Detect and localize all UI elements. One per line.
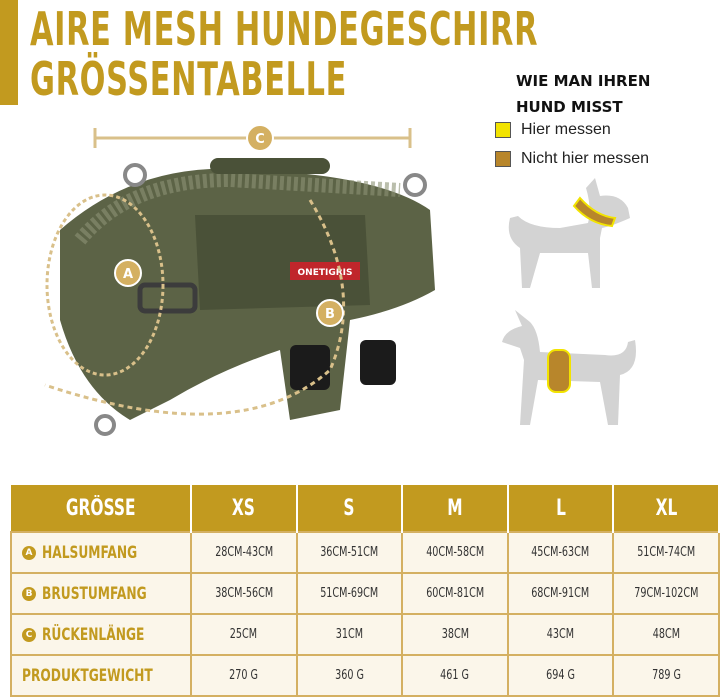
size-header-m: M xyxy=(402,485,508,532)
table-cell: 48CM xyxy=(613,614,719,655)
table-cell: 31CM xyxy=(297,614,403,655)
row-label: C RÜCKENLÄNGE xyxy=(11,614,191,655)
harness-image xyxy=(20,120,470,450)
size-header-l: L xyxy=(508,485,614,532)
table-row-chest xyxy=(11,573,719,614)
table-cell: 694 G xyxy=(508,655,614,696)
table-cell: 60CM-81CM xyxy=(402,573,508,614)
table-row-back xyxy=(11,614,719,655)
size-header-xs: XS xyxy=(191,485,297,532)
legend-swatch-brown xyxy=(495,151,511,167)
table-cell: 38CM xyxy=(402,614,508,655)
table-cell: 51CM-69CM xyxy=(297,573,403,614)
svg-text:B: B xyxy=(325,307,335,322)
svg-text:A: A xyxy=(122,267,134,282)
legend-not-measure-here xyxy=(495,150,649,168)
legend-swatch-yellow xyxy=(495,122,511,138)
brand-tag: ONETIGRIS xyxy=(297,268,353,278)
table-cell: 36CM-51CM xyxy=(297,532,403,573)
table-cell: 68CM-91CM xyxy=(508,573,614,614)
howto-heading-line1: WIE MAN IHREN xyxy=(516,72,651,90)
howto-heading xyxy=(516,68,716,120)
row-label: B BRUSTUMFANG xyxy=(11,573,191,614)
table-cell: 461 G xyxy=(402,655,508,696)
page-subtitle: GRÖSSENTABELLE xyxy=(30,52,348,106)
table-cell: 40CM-58CM xyxy=(402,532,508,573)
row-label: PRODUKTGEWICHT xyxy=(11,655,191,696)
table-cell: 79CM-102CM xyxy=(613,573,719,614)
table-cell: 789 G xyxy=(613,655,719,696)
page-title: AIRE MESH HUNDEGESCHIRR xyxy=(30,2,539,56)
size-header-label: GRÖSSE xyxy=(11,485,191,532)
row-label: A HALSUMFANG xyxy=(11,532,191,573)
table-cell: 43CM xyxy=(508,614,614,655)
svg-text:C: C xyxy=(255,132,265,147)
table-cell: 28CM-43CM xyxy=(191,532,297,573)
dog-neck-diagram xyxy=(500,168,650,298)
table-row-neck xyxy=(11,532,719,573)
table-row-weight xyxy=(11,655,719,696)
size-header-xl: XL xyxy=(613,485,719,532)
size-header-s: S xyxy=(297,485,403,532)
howto-heading-line2: HUND MISST xyxy=(516,98,623,116)
marker-a xyxy=(115,260,141,286)
table-cell: 51CM-74CM xyxy=(613,532,719,573)
table-cell: 270 G xyxy=(191,655,297,696)
table-cell: 25CM xyxy=(191,614,297,655)
table-cell: 360 G xyxy=(297,655,403,696)
title-accent-bar xyxy=(0,0,18,105)
marker-b xyxy=(317,300,343,326)
size-header-row xyxy=(11,485,719,532)
legend-label: Hier messen xyxy=(521,121,611,138)
legend-measure-here xyxy=(495,121,611,139)
marker-c xyxy=(247,125,273,151)
size-table xyxy=(10,485,720,697)
dog-chest-diagram xyxy=(490,300,660,440)
legend-label: Nicht hier messen xyxy=(521,150,650,167)
table-cell: 38CM-56CM xyxy=(191,573,297,614)
table-cell: 45CM-63CM xyxy=(508,532,614,573)
